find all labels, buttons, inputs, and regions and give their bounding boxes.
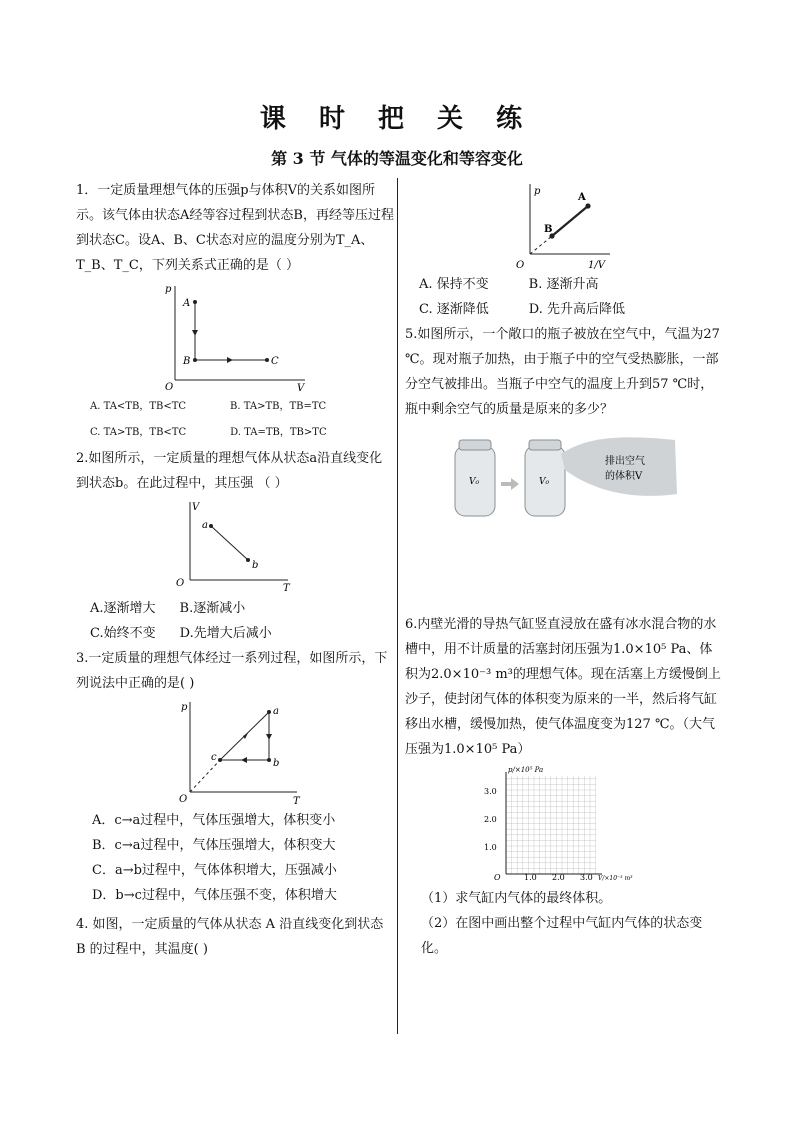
q2-point-a-label: a [202, 520, 208, 531]
q5-bottle-illustration [445, 434, 685, 524]
q6-y-tick-1: 1.0 [484, 843, 497, 852]
q3-pt-diagram [165, 698, 305, 806]
q6-y-axis-label: p/×10⁵ Pa [508, 766, 544, 774]
question-1-stem: 1．一定质量理想气体的压强p与体积V的关系如图所示。该气体由状态A经等容过程到状态B，再经等压过程到状态C。设A、B、C状态对应的温度分别为T_A、T_B、T_C，下列关系式正确的是（ ） [76, 183, 394, 273]
q2-vt-diagram [170, 498, 300, 594]
question-2-stem: 2.如图所示，一定质量的理想气体从状态a沿直线变化到状态b。在此过程中，其压强 （ ） [76, 451, 383, 491]
q4-option-a[interactable]: A. 保持不变 [419, 277, 489, 292]
q2-option-d[interactable]: D.先增大后减小 [179, 626, 272, 641]
q4-option-c[interactable]: C. 逐渐降低 [419, 302, 489, 317]
q6-grid [506, 776, 596, 874]
q4-point-b-label: B [544, 224, 553, 235]
q4-origin-label: O [516, 260, 525, 270]
q6-pv-grid-chart [470, 764, 660, 884]
q6-origin-label: O [494, 873, 501, 882]
question-6-stem: 6.内壁光滑的导热气缸竖直浸放在盛有冰水混合物的水槽中，用不计质量的活塞封闭压强为1.0×10⁵ Pa、体积为2.0×10⁻³ m³的理想气体。现在活塞上方缓慢倒上沙子，使封闭气体的体积变为原来的一半，然后将气缸移出水槽，缓慢加热，使气体温度变为127 ℃。（大气压强为1.0×10⁵ Pa） [405, 617, 721, 757]
q2-option-a[interactable]: A.逐渐增大 [90, 601, 156, 616]
q6-x-tick-2: 2.0 [552, 873, 565, 882]
q2-origin-label: O [176, 578, 185, 589]
q5-bubble-line-1: 排出空气 [605, 456, 645, 467]
q3-point-b-label: b [273, 758, 280, 769]
q1-origin-label: O [165, 382, 174, 392]
q1-option-b[interactable]: B. TA>TB，TB=TC [230, 401, 327, 412]
q3-axis-p-label: p [181, 702, 188, 713]
q6-x-tick-1: 1.0 [524, 873, 537, 882]
q1-point-a-label: A [183, 298, 191, 309]
q2-axis-v-label: V [192, 502, 200, 513]
q6-subquestion-1: （1）求气缸内气体的最终体积。 [421, 891, 612, 906]
q2-option-b[interactable]: B.逐渐减小 [179, 601, 246, 616]
q6-x-tick-3: 3.0 [580, 873, 593, 882]
section-subtitle: 第 3 节 气体的等温变化和等容变化 [271, 149, 523, 168]
question-5-stem: 5.如图所示，一个敞口的瓶子被放在空气中，气温为27 ℃。现对瓶子加热，由于瓶子中的空气受热膨胀，一部分空气被排出。当瓶子中空气的温度上升到57 ℃时，瓶中剩余空气的质量是原来的多少？ [405, 327, 720, 417]
q1-pv-diagram [155, 280, 315, 392]
q1-point-b-label: B [183, 356, 191, 367]
q3-point-c-label: c [211, 752, 217, 763]
q4-axis-x-label: 1/V [588, 260, 605, 270]
q2-options-row-2 [76, 621, 394, 646]
q5-bottle-1-label: V₀ [469, 477, 480, 487]
q4-options-row-1 [405, 272, 725, 297]
q3-option-c[interactable]: C．a→b过程中，气体体积增大，压强减小 [92, 863, 337, 878]
question-4-stem: 4. 如图，一定质量的气体从状态 A 沿直线变化到状态 B 的过程中，其温度( ) [76, 917, 384, 957]
q3-point-a-label: a [273, 706, 279, 717]
q4-options-row-2 [405, 297, 725, 322]
q2-option-c[interactable]: C.始终不变 [90, 626, 156, 641]
q1-option-d[interactable]: D. TA=TB，TB>TC [230, 427, 327, 438]
q1-point-c-label: C [271, 356, 279, 367]
q2-axis-t-label: T [283, 583, 290, 594]
q3-option-b[interactable]: B．c→a过程中，气体压强增大，体积变大 [92, 838, 336, 853]
question-3-stem: 3.一定质量的理想气体经过一系列过程，如图所示，下列说法中正确的是( ) [76, 651, 388, 691]
q1-option-c[interactable]: C. TA>TB，TB<TC [90, 427, 187, 438]
q1-axis-v-label: V [297, 383, 305, 392]
q4-option-d[interactable]: D. 先升高后降低 [528, 302, 625, 317]
q3-option-d[interactable]: D．b→c过程中，气体压强不变，体积增大 [92, 888, 337, 903]
q2-point-b-label: b [252, 560, 259, 571]
q6-y-tick-3: 3.0 [484, 787, 497, 796]
q6-y-tick-2: 2.0 [484, 815, 497, 824]
q6-subquestion-2: （2）在图中画出整个过程中气缸内气体的状态变化。 [421, 916, 703, 956]
q3-origin-label: O [179, 794, 188, 805]
q2-options-row-1 [76, 596, 394, 621]
right-column [405, 178, 725, 961]
page-title: 课 时 把 关 练 [259, 104, 535, 134]
q3-axis-t-label: T [293, 796, 300, 806]
q1-options-row-2 [76, 420, 394, 446]
q4-point-a-label: A [578, 192, 586, 203]
q4-option-b[interactable]: B. 逐渐升高 [528, 277, 599, 292]
q4-p-vs-inverse-v-diagram [510, 180, 620, 270]
q3-option-a[interactable]: A．c→a过程中，气体压强增大，体积变小 [92, 813, 336, 828]
column-divider [397, 178, 398, 1034]
q1-options-row-1 [76, 394, 394, 420]
left-column [76, 178, 394, 962]
q5-bubble-line-2: 的体积V [605, 471, 643, 482]
q1-axis-p-label: p [165, 284, 172, 295]
q6-x-axis-label: V/×10⁻³ m³ [598, 875, 633, 882]
q4-axis-p-label: p [534, 186, 541, 197]
q5-bottle-2-label: V₀ [539, 477, 550, 487]
q1-option-a[interactable]: A. TA<TB，TB<TC [90, 401, 187, 412]
